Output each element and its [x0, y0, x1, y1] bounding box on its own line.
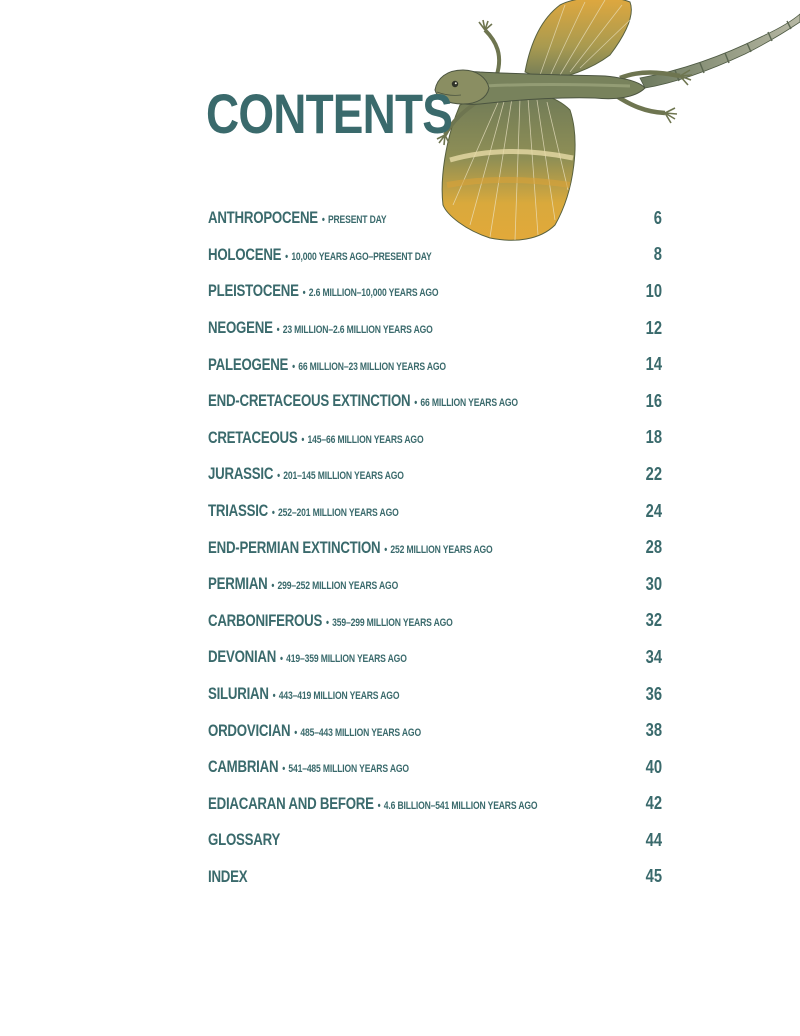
toc-entry-label [208, 501, 399, 521]
toc-entry-label [208, 757, 409, 777]
toc-section-name: PLEISTOCENE [208, 281, 299, 301]
toc-date-range: 145–66 MILLION YEARS AGO [307, 433, 424, 446]
bullet-separator: • [292, 360, 296, 373]
toc-section-name: TRIASSIC [208, 501, 269, 521]
toc-page-number: 6 [653, 207, 662, 228]
toc-page-number: 12 [645, 317, 662, 338]
toc-entry-label [208, 538, 493, 558]
toc-date-range: 541–485 MILLION YEARS AGO [288, 763, 409, 776]
toc-section-name: ORDOVICIAN [208, 720, 291, 740]
toc-entry[interactable] [208, 493, 664, 530]
bullet-separator: • [384, 543, 388, 556]
bullet-separator: • [301, 433, 305, 446]
toc-entry[interactable] [208, 712, 664, 749]
toc-entry-label [208, 318, 433, 338]
bullet-separator: • [325, 616, 330, 629]
toc-date-range: 252 MILLION YEARS AGO [390, 543, 493, 556]
toc-section-name: CAMBRIAN [208, 757, 279, 777]
toc-date-range: 485–443 MILLION YEARS AGO [300, 726, 421, 739]
toc-section-name: EDIACARAN AND BEFORE [208, 793, 374, 813]
toc-entry-label [208, 830, 280, 850]
toc-entry-label [208, 245, 432, 265]
bullet-separator: • [272, 690, 276, 703]
toc-entry[interactable] [208, 749, 664, 786]
toc-section-name: DEVONIAN [208, 647, 277, 667]
toc-page-number: 28 [645, 537, 662, 558]
bullet-separator: • [414, 397, 418, 410]
toc-section-name: JURASSIC [208, 464, 274, 484]
toc-page-number: 10 [645, 280, 662, 301]
toc-entry[interactable] [208, 420, 664, 457]
toc-entry-label [208, 281, 438, 301]
toc-entry[interactable] [208, 273, 664, 310]
toc-entry-label [208, 391, 518, 411]
toc-section-name: ANTHROPOCENE [208, 208, 318, 228]
toc-entry-label [208, 428, 423, 448]
toc-section-name: END-PERMIAN EXTINCTION [208, 537, 381, 557]
bullet-separator: • [377, 799, 381, 812]
toc-entry-label [208, 611, 453, 631]
toc-page-number: 32 [645, 610, 662, 631]
toc-page-number: 22 [645, 463, 662, 484]
bullet-separator: • [271, 507, 275, 520]
toc-section-name: PALEOGENE [208, 354, 289, 374]
toc-page-number: 36 [645, 683, 662, 704]
toc-entry[interactable] [208, 859, 664, 896]
toc-section-name: SILURIAN [208, 684, 269, 704]
toc-section-name: END-CRETACEOUS EXTINCTION [208, 391, 411, 411]
toc-entry-label [208, 684, 399, 704]
toc-entry-label [208, 574, 398, 594]
toc-date-range: 359–299 MILLION YEARS AGO [332, 616, 453, 629]
toc-entry[interactable] [208, 200, 664, 237]
toc-page-number: 30 [645, 573, 662, 594]
bullet-separator: • [277, 470, 281, 483]
toc-entry-label [208, 794, 537, 814]
toc-entry[interactable] [208, 237, 664, 274]
bullet-separator: • [294, 726, 298, 739]
toc-entry[interactable] [208, 310, 664, 347]
toc-date-range: 66 MILLION–23 MILLION YEARS AGO [298, 360, 446, 373]
toc-date-range: PRESENT DAY [327, 214, 387, 227]
toc-page-number: 42 [645, 793, 662, 814]
page-title: CONTENTS [206, 82, 452, 145]
toc-date-range: 4.6 BILLION–541 MILLION YEARS AGO [383, 799, 538, 812]
bullet-separator: • [276, 324, 280, 337]
toc-entry[interactable] [208, 566, 664, 603]
toc-section-name: CRETACEOUS [208, 427, 298, 447]
bullet-separator: • [282, 763, 286, 776]
toc-date-range: 419–359 MILLION YEARS AGO [286, 653, 407, 666]
toc-date-range: 2.6 MILLION–10,000 YEARS AGO [308, 287, 439, 300]
toc-section-name: PERMIAN [208, 574, 268, 594]
toc-section-name: HOLOCENE [208, 244, 282, 264]
toc-section-name: GLOSSARY [208, 830, 281, 850]
table-of-contents [208, 200, 664, 895]
bullet-separator: • [321, 214, 325, 227]
bullet-separator: • [302, 287, 306, 300]
toc-date-range: 443–419 MILLION YEARS AGO [278, 690, 400, 703]
toc-section-name: NEOGENE [208, 318, 273, 338]
toc-entry[interactable] [208, 383, 664, 420]
toc-entry[interactable] [208, 529, 664, 566]
toc-page-number: 45 [645, 866, 662, 887]
toc-entry[interactable] [208, 346, 664, 383]
toc-page-number: 40 [645, 756, 662, 777]
toc-entry[interactable] [208, 822, 664, 859]
bullet-separator: • [280, 653, 284, 666]
toc-page-number: 38 [645, 720, 662, 741]
toc-page-number: 24 [645, 500, 662, 521]
toc-entry-label [208, 721, 421, 741]
toc-date-range: 201–145 MILLION YEARS AGO [283, 470, 404, 483]
toc-entry[interactable] [208, 786, 664, 823]
toc-entry[interactable] [208, 603, 664, 640]
toc-entry[interactable] [208, 676, 664, 713]
toc-page-number: 44 [645, 829, 662, 850]
toc-date-range: 10,000 YEARS AGO–PRESENT DAY [291, 250, 432, 263]
toc-date-range: 23 MILLION–2.6 MILLION YEARS AGO [282, 324, 433, 337]
toc-entry-label [208, 208, 386, 228]
toc-page-number: 34 [645, 646, 662, 667]
toc-section-name: CARBONIFEROUS [208, 610, 323, 630]
toc-date-range: 252–201 MILLION YEARS AGO [278, 507, 399, 520]
toc-page-number: 8 [653, 244, 662, 265]
toc-section-name: INDEX [208, 866, 248, 886]
bullet-separator: • [271, 580, 275, 593]
toc-date-range: 299–252 MILLION YEARS AGO [277, 580, 399, 593]
toc-entry-label [208, 867, 247, 887]
toc-page-number: 18 [645, 427, 662, 448]
toc-entry[interactable] [208, 639, 664, 676]
toc-entry-label [208, 647, 407, 667]
toc-entry-label [208, 464, 404, 484]
toc-page-number: 16 [645, 390, 662, 411]
toc-date-range: 66 MILLION YEARS AGO [420, 397, 518, 410]
toc-entry-label [208, 355, 446, 375]
toc-page-number: 14 [645, 354, 662, 375]
toc-entry[interactable] [208, 456, 664, 493]
bullet-separator: • [285, 250, 289, 263]
